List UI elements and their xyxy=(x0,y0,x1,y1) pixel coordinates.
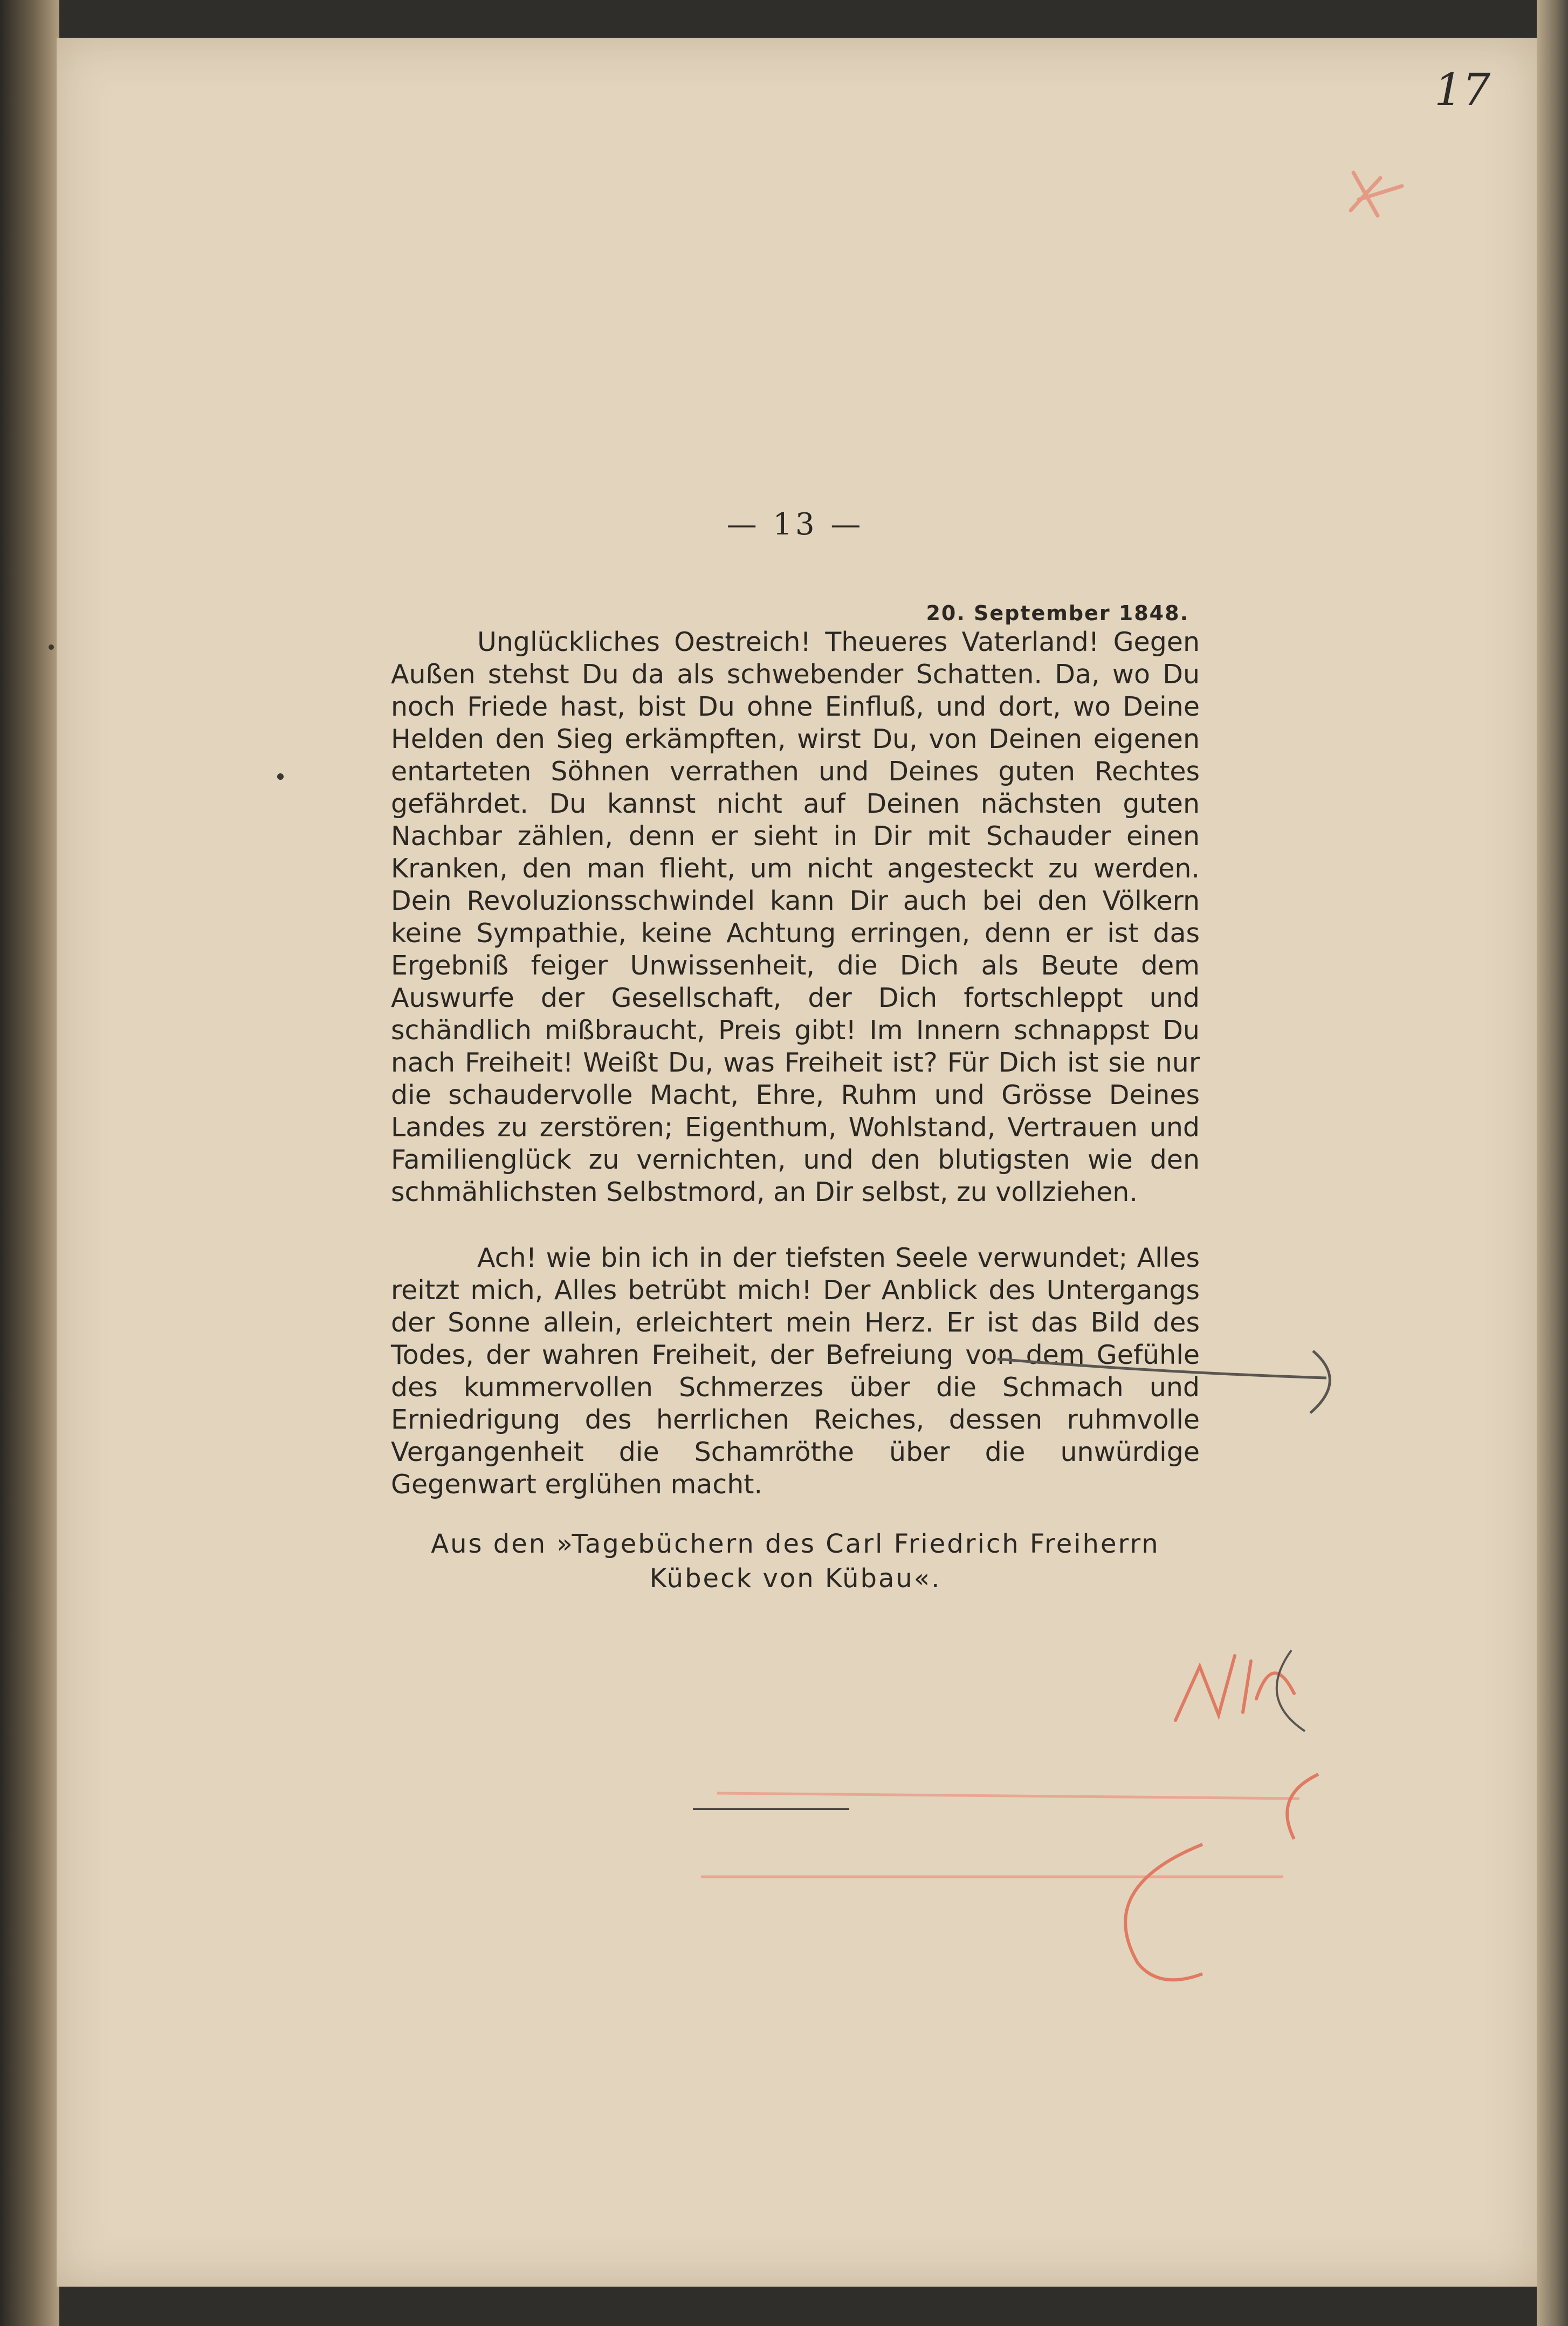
date-line: 20. September 1848. xyxy=(926,601,1189,625)
book-spine xyxy=(0,0,59,2326)
paragraph-2: Ach! wie bin ich in der tiefsten Seele verwundet; Alles reitzt mich, Alles betrübt mich! Der Anblick des Untergangs der Sonne allein, erleichtert mein Herz. Er ist das Bild des Todes, der wahren Freiheit, der Befreiung von dem Gefühle des kummervollen Schmerzes über die Schmach und Erniedrigung des herrlichen Reiches, dessen ruhmvolle Vergangenheit die Schamröthe über die unwürdige Gegenwart erglühen macht. xyxy=(391,1243,1200,1500)
page-number: — 13 — xyxy=(726,507,864,542)
text-block xyxy=(391,507,1200,1596)
page-edge xyxy=(1537,0,1568,2326)
closing-rule xyxy=(693,1808,849,1810)
source-citation xyxy=(391,1527,1200,1596)
paragraph-1: Unglückliches Oestreich! Theueres Vaterland! Gegen Außen stehst Du da als schwebender Schatten. Da, wo Du noch Friede hast, bist Du ohne Einfluß, und dort, wo Deine Helden den Sieg erkämpften, wirst Du, von Deinen eigenen entarteten Söhnen verrathen und Deines guten Rechtes gefährdet. Du kannst nicht auf Deinen nächsten guten Nachbar zählen, denn er sieht in Dir mit Schauder einen Kranken, den man flieht, um nicht angesteckt zu werden. Dein Revoluzionsschwindel kann Dir auch bei den Völkern keine Sympathie, keine Achtung erringen, denn er ist das Ergebniß feiger Unwissenheit, die Dich als Beute dem Auswurfe der Gesellschaft, der Dich fortschleppt und schändlich mißbraucht, Preis gibt! Im Innern schnappst Du nach Freiheit! Weißt Du, was Freiheit ist? Für Dich ist sie nur die schaudervolle Macht, Ehre, Ruhm und Grösse Deines Landes zu zerstören; Eigenthum, Wohlstand, Vertrauen und Familienglück zu vernichten, und den blutigsten wie den schmählichsten Selbstmord, an Dir selbst, zu vollziehen. xyxy=(391,627,1200,1207)
source-line-2: Kübeck von Kübau«. xyxy=(649,1563,941,1594)
handwritten-folio-number: 17 xyxy=(1434,65,1491,116)
source-line-1: Aus den »Tagebüchern des Carl Friedrich Freiherrn xyxy=(431,1529,1160,1559)
